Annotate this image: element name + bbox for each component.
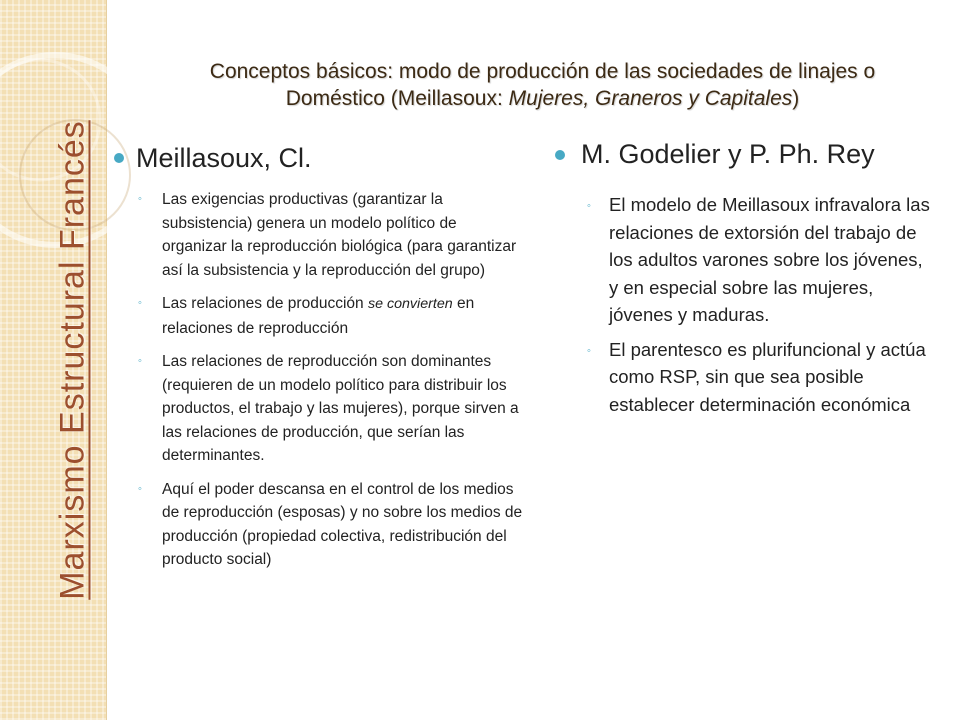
ring-bullet-icon: ◦ — [138, 297, 142, 309]
main-bullet-godelier-rey: M. Godelier y P. Ph. Rey — [555, 136, 935, 173]
sub-bullet: ◦ El parentesco es plurifuncional y actúa como RSP, sin que sea posible establecer determinación económica — [587, 338, 926, 415]
sub-bullet: ◦ El modelo de Meillasoux infravalora las relaciones de extorsión del trabajo de los adultos varones sobre los jóvenes, y en especial sobre las mujeres, jóvenes y maduras. — [587, 194, 930, 325]
sub-bullet: ◦ Aquí el poder descansa en el control de los medios de reproducción (esposas) y no sobre los medios de producción (propiedad colectiva, redistribución del producto social) — [114, 478, 524, 572]
sub-bullet: ◦ Las relaciones de producción se convierten en relaciones de reproducción — [114, 292, 524, 340]
right-column — [555, 136, 935, 425]
heading-line-2: Doméstico (Meillasoux: Mujeres, Graneros y Capitales) — [285, 87, 800, 110]
vertical-title-container — [20, 0, 126, 720]
ring-bullet-icon: ◦ — [138, 355, 142, 367]
left-column — [114, 140, 524, 582]
sub-bullet: ◦ Las relaciones de reproducción son dominantes (requieren de un modelo político para distribuir los productos, el trabajo y las mujeres), porque sirven a las relaciones de producción, que serían las determinantes. — [114, 350, 524, 468]
slide-heading — [140, 58, 945, 112]
vertical-title: Marxismo Estructural Francés — [53, 120, 92, 600]
ring-bullet-icon: ◦ — [138, 193, 142, 205]
bullet-dot-icon — [555, 150, 565, 160]
ring-bullet-icon: ◦ — [587, 200, 591, 212]
left-sub-list — [114, 188, 524, 572]
ring-bullet-icon: ◦ — [138, 482, 142, 495]
heading-line-1: Conceptos básicos: modo de producción de las sociedades de linajes o — [209, 60, 876, 83]
right-sub-list — [555, 191, 935, 418]
ring-bullet-icon: ◦ — [587, 344, 591, 357]
main-bullet-meillasoux: Meillasoux, Cl. — [114, 140, 524, 176]
bullet-dot-icon — [114, 153, 124, 163]
sub-bullet: ◦ Las exigencias productivas (garantizar la subsistencia) genera un modelo político de organizar la reproducción biológica (para garantizar así la subsistencia y la reproducción del grupo) — [114, 188, 524, 282]
